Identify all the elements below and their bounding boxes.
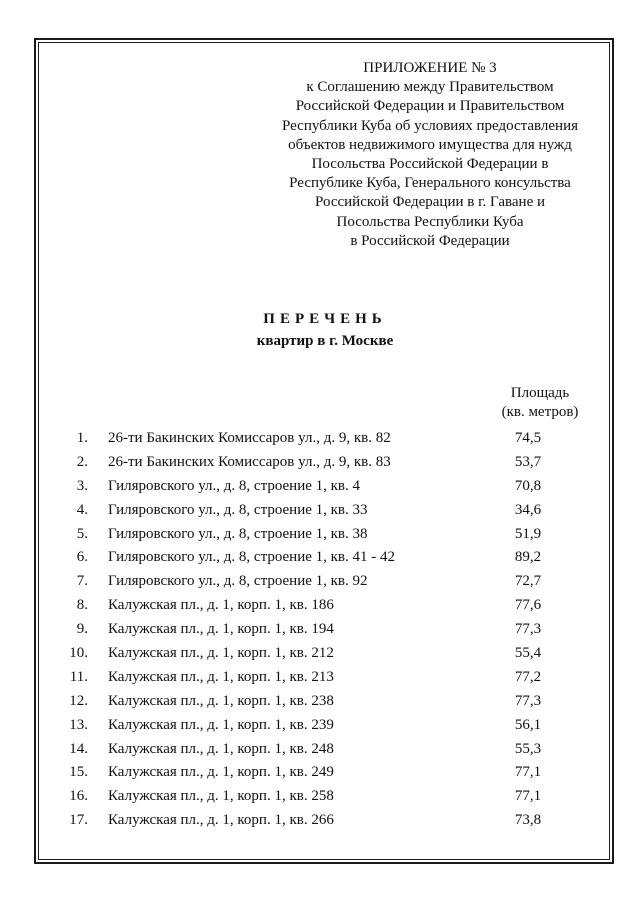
- list-item: [0, 454, 640, 478]
- item-address: 26-ти Бакинских Комиссаров ул., д. 9, кв. 82: [108, 430, 391, 446]
- item-area: 56,1: [514, 716, 542, 733]
- item-area: 55,4: [514, 645, 542, 662]
- item-number: 2.: [76, 453, 88, 470]
- item-number: 10.: [69, 645, 88, 662]
- item-area: 51,9: [514, 525, 542, 542]
- item-address: Калужская пл., д. 1, корп. 1, кв. 249: [108, 764, 334, 781]
- item-area: 70,8: [514, 477, 542, 494]
- list-item: [0, 549, 640, 573]
- item-address: Гиляровского ул., д. 8, строение 1, кв. 4: [108, 477, 360, 494]
- item-number: 11.: [69, 668, 88, 685]
- item-area: 55,3: [514, 740, 542, 757]
- item-area: 77,6: [514, 597, 542, 614]
- appendix-line: Посольства Республики Куба: [336, 213, 524, 230]
- item-address: Калужская пл., д. 1, корп. 1, кв. 212: [108, 645, 334, 662]
- item-address: 26-ти Бакинских Комиссаров ул., д. 9, кв. 83: [108, 453, 391, 470]
- item-address: Гиляровского ул., д. 8, строение 1, кв. 38: [108, 525, 368, 542]
- item-address: Калужская пл., д. 1, корп. 1, кв. 266: [108, 812, 334, 829]
- list-title: ПЕРЕЧЕНЬ: [263, 311, 387, 327]
- item-address: Калужская пл., д. 1, корп. 1, кв. 238: [108, 692, 334, 709]
- item-number: 3.: [76, 477, 88, 494]
- area-column-header: [460, 384, 620, 422]
- list-item: [0, 788, 640, 812]
- item-number: 6.: [76, 549, 88, 566]
- item-address: Калужская пл., д. 1, корп. 1, кв. 258: [108, 788, 334, 805]
- item-address: Калужская пл., д. 1, корп. 1, кв. 186: [108, 597, 334, 614]
- item-number: 7.: [76, 573, 88, 590]
- item-number: 15.: [69, 764, 88, 781]
- list-item: [0, 502, 640, 526]
- area-header-label: Площадь: [510, 385, 570, 401]
- list-item: [0, 812, 640, 836]
- list-item: [0, 645, 640, 669]
- item-address: Гиляровского ул., д. 8, строение 1, кв. 92: [108, 573, 368, 590]
- item-area: 77,2: [514, 668, 542, 685]
- item-number: 9.: [76, 621, 88, 638]
- item-area: 77,3: [514, 692, 542, 709]
- item-number: 16.: [69, 788, 88, 805]
- item-number: 17.: [69, 812, 88, 829]
- list-item: [0, 764, 640, 788]
- appendix-line: Посольства Российской Федерации в: [311, 156, 549, 173]
- item-area: 74,5: [514, 430, 542, 446]
- item-number: 5.: [76, 525, 88, 542]
- list-item: [0, 478, 640, 502]
- list-subtitle: квартир в г. Москве: [256, 333, 394, 349]
- item-area: 89,2: [514, 549, 542, 566]
- item-number: 13.: [69, 716, 88, 733]
- list-item: [0, 693, 640, 717]
- item-area: 77,1: [514, 788, 542, 805]
- item-area: 53,7: [514, 453, 542, 470]
- appendix-line: Российской Федерации в г. Гаване и: [314, 194, 546, 211]
- apartment-list: [0, 430, 640, 836]
- appendix-line: к Соглашению между Правительством: [306, 79, 554, 96]
- list-item: [0, 717, 640, 741]
- item-address: Калужская пл., д. 1, корп. 1, кв. 239: [108, 716, 334, 733]
- list-item: [0, 741, 640, 765]
- list-item: [0, 526, 640, 550]
- item-address: Гиляровского ул., д. 8, строение 1, кв. 33: [108, 501, 368, 518]
- appendix-line: Республики Куба об условиях предоставления: [281, 117, 579, 134]
- item-address: Гиляровского ул., д. 8, строение 1, кв. 41 - 42: [108, 549, 395, 566]
- list-item: [0, 573, 640, 597]
- item-number: 1.: [76, 430, 88, 446]
- item-number: 14.: [69, 740, 88, 757]
- list-item: [0, 621, 640, 645]
- item-area: 72,7: [514, 573, 542, 590]
- appendix-line: объектов недвижимого имущества для нужд: [288, 136, 572, 153]
- list-item: [0, 669, 640, 693]
- item-area: 77,1: [514, 764, 542, 781]
- item-number: 8.: [76, 597, 88, 614]
- item-address: Калужская пл., д. 1, корп. 1, кв. 213: [108, 668, 334, 685]
- appendix-header: [268, 59, 592, 251]
- item-number: 12.: [69, 692, 88, 709]
- appendix-title: ПРИЛОЖЕНИЕ № 3: [363, 60, 497, 76]
- appendix-line: Республике Куба, Генерального консульства: [289, 175, 571, 192]
- item-area: 34,6: [514, 501, 542, 518]
- item-number: 4.: [76, 501, 88, 518]
- list-item: [0, 430, 640, 454]
- item-area: 73,8: [514, 812, 542, 829]
- item-address: Калужская пл., д. 1, корп. 1, кв. 248: [108, 740, 334, 757]
- item-address: Калужская пл., д. 1, корп. 1, кв. 194: [108, 621, 334, 638]
- appendix-line: в Российской Федерации: [350, 232, 510, 249]
- appendix-line: Российской Федерации и Правительством: [295, 98, 565, 115]
- item-area: 77,3: [514, 621, 542, 638]
- area-header-unit: (кв. метров): [501, 404, 579, 420]
- list-item: [0, 597, 640, 621]
